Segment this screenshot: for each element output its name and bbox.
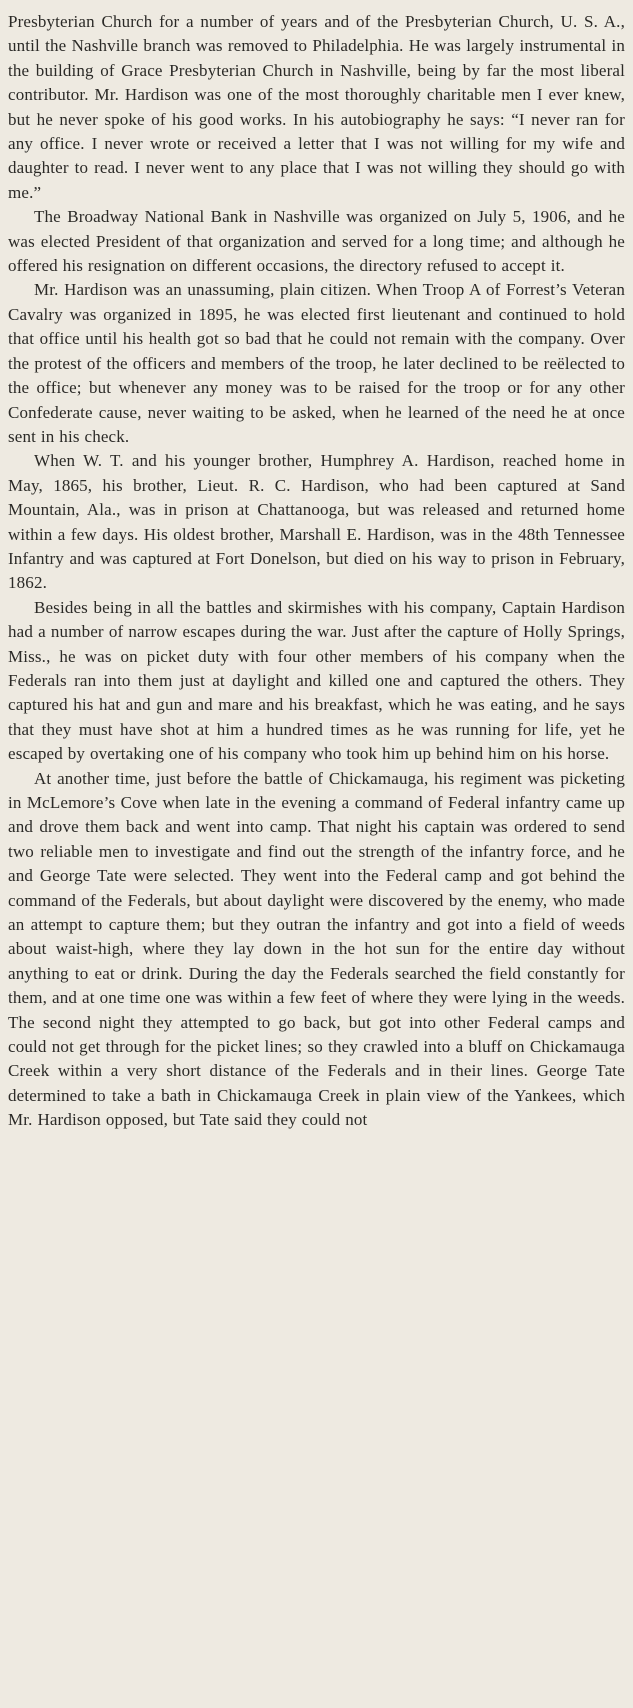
paragraph-cavalry: Mr. Hardison was an unassuming, plain citizen. When Troop A of Forrest’s Veteran Cavalry was organized in 1895, he was elected first lieutenant and continued to hold that office until his health got so bad that he could not remain with the company. Over the protest of the officers and members of the troop, he later declined to be reëlected to the office; but whenever any money was to be raised for the troop or for any other Confederate cause, never waiting to be asked, when he learned of the need he at once sent in his check. bbox=[8, 280, 625, 446]
paragraph-church: Presbyterian Church for a number of years and of the Presbyterian Church, U. S. A., until the Nashville branch was removed to Philadelphia. He was largely instrumental in the building of Grace Presbyterian Church in Nashville, being by far the most liberal contributor. Mr. Hardison was one of the most thoroughly charitable men I ever knew, but he never spoke of his good works. In his autobiography he says: “I never ran for any office. I never wrote or received a letter that I was not willing for my wife and daughter to read. I never went to any place that I was not willing they should go with me.” bbox=[8, 12, 625, 202]
paragraph-holly-springs: Besides being in all the battles and skirmishes with his company, Captain Hardison had a number of narrow escapes during the war. Just after the capture of Holly Springs, Miss., he was on picket duty with four other members of his company when the Federals ran into them just at daylight and killed one and captured the others. They captured his hat and gun and mare and his breakfast, which he was eating, and he says that they must have shot at him a hundred times as he was running for life, yet he escaped by overtaking one of his company who took him up behind him on his horse. bbox=[8, 597, 625, 764]
paragraph-chickamauga: At another time, just before the battle of Chickamauga, his regiment was picketing in McLemore’s Cove when late in the evening a command of Federal infantry came up and drove them back and went into camp. That night his captain was ordered to send two reliable men to investigate and find out the strength of the infantry force, and he and George Tate were selected. They went into the Federal camp and got behind the command of the Federals, but about daylight were discovered by the enemy, who made an attempt to capture them; but they outran the infantry and got into a field of weeds about waist-high, where they lay down in the hot sun for the entire day without anything to eat or drink. During the day the Federals searched the field constantly for them, and at one time one was within a few feet of where they were lying in the weeds. The second night they attempted to go back, but got into other Federal camps and could not get through for the picket lines; so they crawled into a bluff on Chickamauga Creek within a very short distance of the Federals and in their lines. George Tate determined to take a bath in Chickamauga Creek in plain view of the Yankees, which Mr. Hardison opposed, but Tate said they could not bbox=[8, 768, 625, 1130]
paragraph-brothers: When W. T. and his younger brother, Humphrey A. Hardison, reached home in May, 1865, his brother, Lieut. R. C. Hardison, who had been captured at Sand Mountain, Ala., was in prison at Chattanooga, but was released and returned home within a few days. His oldest brother, Marshall E. Hardison, was in the 48th Tennessee Infantry and was captured at Fort Donelson, but died on his way to prison in February, 1862. bbox=[8, 451, 625, 593]
paragraph-bank: The Broadway National Bank in Nashville was organized on July 5, 1906, and he was elected President of that organization and served for a long time; and although he offered his resignation on different occasions, the directory refused to accept it. bbox=[8, 207, 625, 276]
